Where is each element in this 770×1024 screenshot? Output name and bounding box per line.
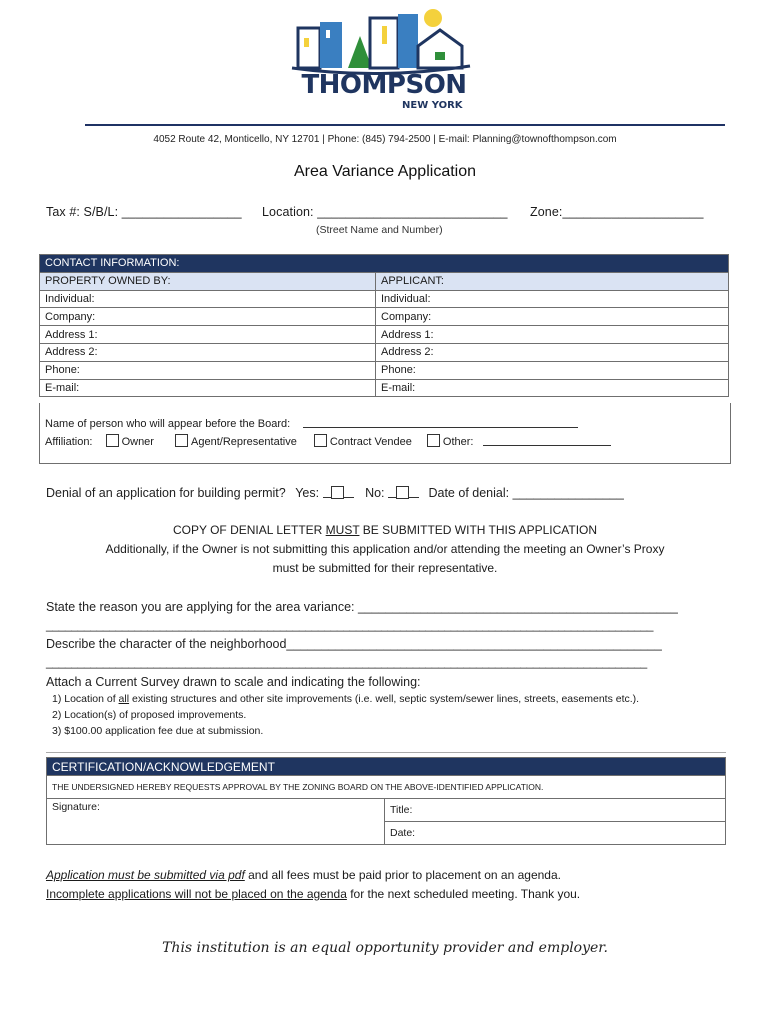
skyline-icon: [290, 8, 475, 78]
no-label: No:: [365, 486, 385, 500]
vendee-option: Contract Vendee: [329, 436, 412, 448]
applicant-individual[interactable]: Individual:: [376, 290, 729, 308]
tax-field[interactable]: Tax #: S/B/L: _________________: [46, 205, 242, 219]
address-line: 4052 Route 42, Monticello, NY 12701 | Phone: (845) 794-2500 | E-mail: Planning@townofthompson.com: [153, 134, 617, 145]
header-rule: [85, 124, 725, 126]
owner-email[interactable]: E-mail:: [40, 379, 376, 397]
logo-sub: NEW YORK: [402, 100, 463, 111]
denial-date-field[interactable]: Date of denial: ________________: [428, 486, 624, 500]
affiliation-label: Affiliation:: [45, 436, 93, 448]
neighborhood-field[interactable]: Describe the character of the neighborhood______________________________________________________: [46, 637, 662, 651]
denial-row: [46, 486, 624, 500]
agenda-notice: Incomplete applications will not be placed on the agenda for the next scheduled meeting. Thank you.: [46, 887, 581, 901]
neighborhood-line2[interactable]: _______________________________________________________________________________________________: [46, 655, 647, 669]
denial-question: Denial of an application for building permit?: [46, 486, 286, 500]
zone-field[interactable]: Zone:____________________: [530, 205, 704, 219]
applicant-address1[interactable]: Address 1:: [376, 326, 729, 344]
applicant-address2[interactable]: Address 2:: [376, 343, 729, 361]
owner-address1[interactable]: Address 1:: [40, 326, 376, 344]
survey-item-3: 3) $100.00 application fee due at submission.: [52, 725, 264, 737]
owner-individual[interactable]: Individual:: [40, 290, 376, 308]
contact-table: [39, 254, 729, 397]
reason-line2[interactable]: ________________________________________________________________________________________________: [46, 618, 654, 632]
vendee-checkbox[interactable]: [314, 434, 327, 447]
survey-item-1: 1) Location of all existing structures and other site improvements (i.e. well, septic system/sewer lines, streets, easements etc.).: [52, 693, 640, 705]
yes-checkbox[interactable]: [331, 486, 344, 499]
town-logo: [290, 8, 475, 116]
owner-checkbox[interactable]: [106, 434, 119, 447]
cert-table: [46, 757, 726, 845]
separator: [46, 752, 726, 753]
logo-name: THOMPSON: [301, 70, 467, 100]
owner-phone[interactable]: Phone:: [40, 361, 376, 379]
no-checkbox[interactable]: [396, 486, 409, 499]
applicant-phone[interactable]: Phone:: [376, 361, 729, 379]
agent-checkbox[interactable]: [175, 434, 188, 447]
contact-header: CONTACT INFORMATION:: [40, 255, 729, 273]
proxy-notice-2: must be submitted for their representative.: [272, 561, 498, 575]
location-field[interactable]: Location: ___________________________: [262, 205, 508, 219]
owner-header: PROPERTY OWNED BY:: [40, 272, 376, 290]
other-checkbox[interactable]: [427, 434, 440, 447]
other-option: Other:: [442, 436, 474, 448]
denial-notice: COPY OF DENIAL LETTER MUST BE SUBMITTED WITH THIS APPLICATION: [172, 523, 598, 537]
signature-field[interactable]: Signature:: [47, 799, 385, 845]
owner-company[interactable]: Company:: [40, 308, 376, 326]
form-title: Area Variance Application: [293, 163, 477, 180]
pdf-notice: Application must be submitted via pdf and all fees must be paid prior to placement on an agenda.: [46, 868, 561, 882]
owner-address2[interactable]: Address 2:: [40, 343, 376, 361]
applicant-company[interactable]: Company:: [376, 308, 729, 326]
board-name-label: Name of person who will appear before the Board:: [45, 418, 291, 430]
owner-option: Owner: [121, 436, 154, 448]
title-field[interactable]: Title:: [385, 799, 726, 822]
applicant-email[interactable]: E-mail:: [376, 379, 729, 397]
other-input[interactable]: [483, 434, 611, 446]
reason-field[interactable]: State the reason you are applying for the area variance: ______________________________________________: [46, 600, 678, 614]
proxy-notice: Additionally, if the Owner is not submitting this application and/or attending the meeting an Owner’s Proxy: [105, 542, 665, 556]
board-section: [39, 403, 731, 464]
agent-option: Agent/Representative: [191, 436, 297, 448]
cert-date-field[interactable]: Date:: [385, 822, 726, 845]
applicant-header: APPLICANT:: [376, 272, 729, 290]
equal-opportunity-footer: This institution is an equal opportunity provider and employer.: [162, 940, 608, 956]
street-hint: (Street Name and Number): [316, 224, 443, 236]
board-name-input[interactable]: [303, 416, 578, 428]
cert-statement: THE UNDERSIGNED HEREBY REQUESTS APPROVAL BY THE ZONING BOARD ON THE ABOVE-IDENTIFIED APPLICATION.: [47, 776, 726, 799]
survey-item-2: 2) Location(s) of proposed improvements.: [52, 709, 247, 721]
survey-intro: Attach a Current Survey drawn to scale and indicating the following:: [46, 675, 421, 689]
cert-header: CERTIFICATION/ACKNOWLEDGEMENT: [47, 758, 726, 776]
yes-label: Yes:: [295, 486, 320, 500]
